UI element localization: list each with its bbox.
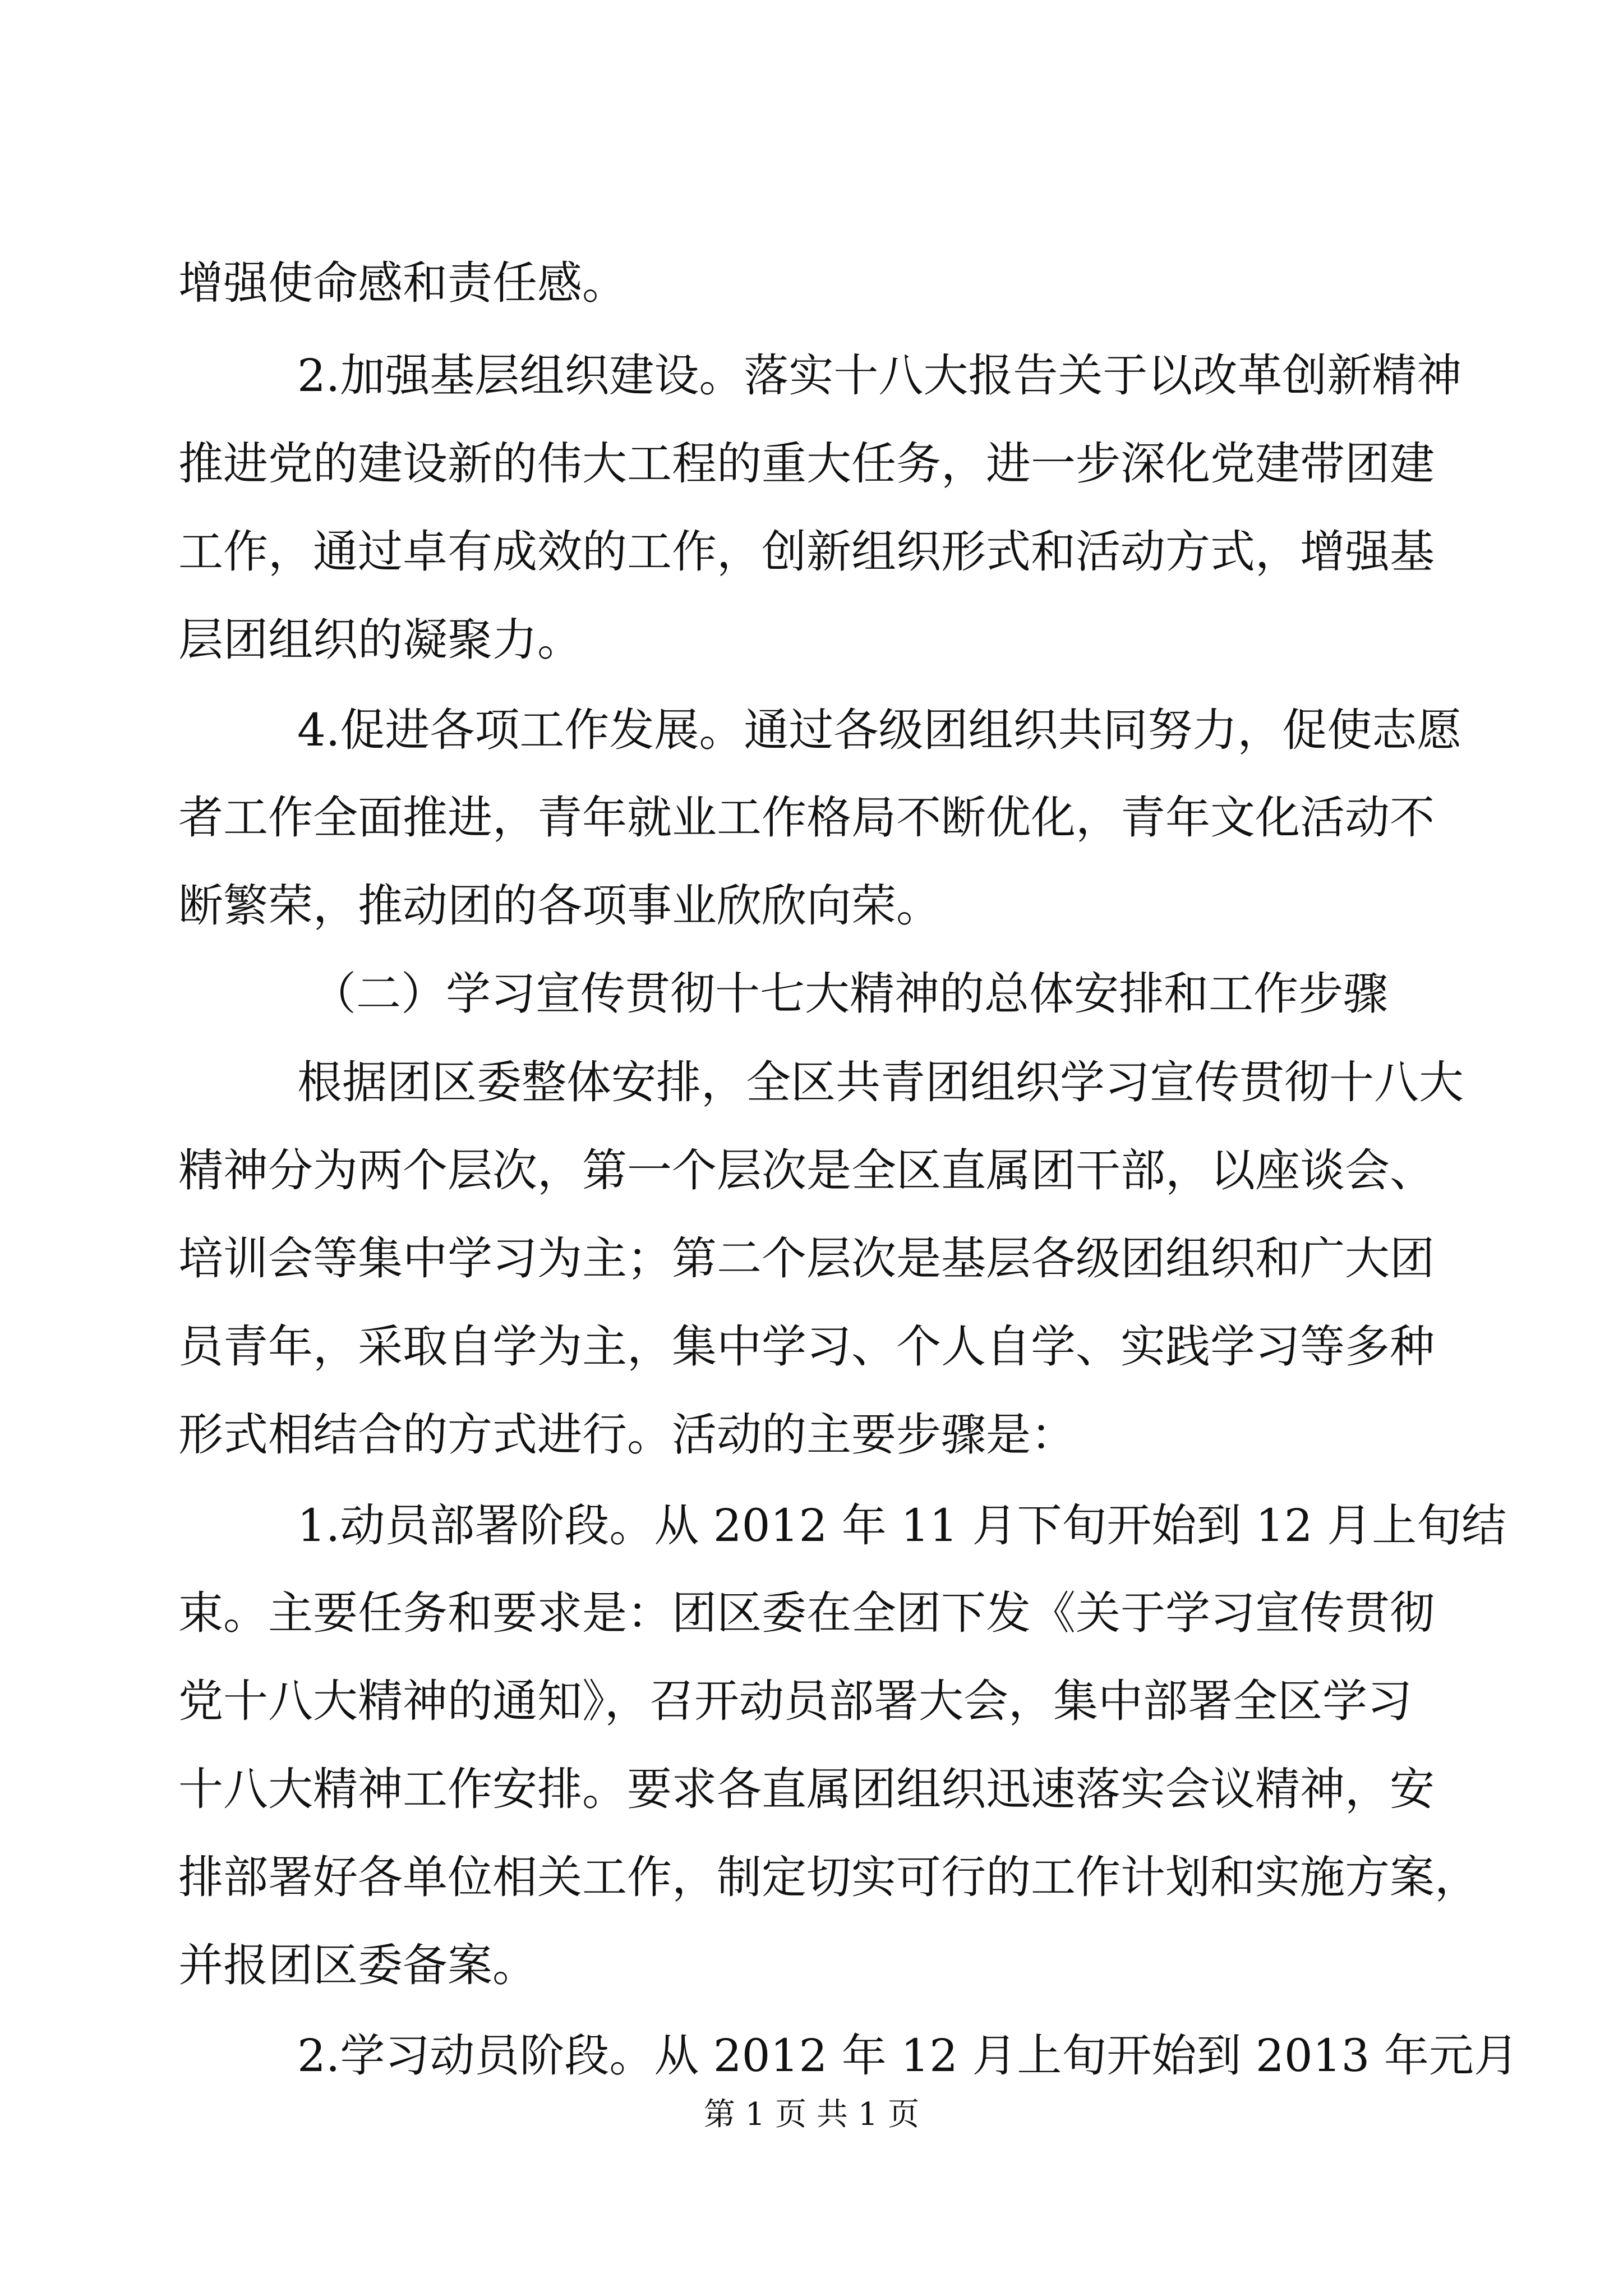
page-footer: 第 1 页 共 1 页 <box>703 2096 920 2133</box>
text-line-3: 推进党的建设新的伟大工程的重大任务，进一步深化党建带团建 <box>178 438 1435 490</box>
text-line-14: 形式相结合的方式进行。活动的主要步骤是： <box>178 1409 1076 1461</box>
text-line-7: 者工作全面推进，青年就业工作格局不断优化，青年文化活动不 <box>178 792 1435 844</box>
text-line-16: 束。主要任务和要求是：团区委在全团下发《关于学习宣传贯彻 <box>178 1587 1435 1639</box>
text-line-17: 党十八大精神的通知》，召开动员部署大会，集中部署全区学习 <box>178 1675 1412 1727</box>
text-line-2: 2.加强基层组织建设。落实十八大报告关于以改革创新精神 <box>297 349 1462 402</box>
text-line-6: 4.促进各项工作发展。通过各级团组织共同努力，促使志愿 <box>297 704 1462 756</box>
text-line-5: 层团组织的凝聚力。 <box>178 614 582 666</box>
text-line-11: 精神分为两个层次，第一个层次是全区直属团干部，以座谈会、 <box>178 1144 1435 1197</box>
text-line-1: 增强使命感和责任感。 <box>178 257 627 309</box>
text-line-15: 1.动员部署阶段。从 2012 年 11 月下旬开始到 12 月上旬结 <box>297 1499 1507 1552</box>
section-heading: （二）学习宣传贯彻十七大精神的总体安排和工作步骤 <box>311 968 1388 1020</box>
text-line-8: 断繁荣，推动团的各项事业欣欣向荣。 <box>178 880 941 932</box>
text-line-10: 根据团区委整体安排，全区共青团组织学习宣传贯彻十八大 <box>297 1056 1464 1108</box>
text-line-21: 2.学习动员阶段。从 2012 年 12 月上旬开始到 2013 年元月 <box>297 2030 1519 2082</box>
text-line-12: 培训会等集中学习为主；第二个层次是基层各级团组织和广大团 <box>178 1232 1435 1285</box>
text-line-18: 十八大精神工作安排。要求各直属团组织迅速落实会议精神，安 <box>178 1763 1435 1815</box>
text-line-19: 排部署好各单位相关工作，制定切实可行的工作计划和实施方案， <box>178 1851 1479 1903</box>
text-line-20: 并报团区委备案。 <box>178 1939 537 1991</box>
text-line-13: 员青年，采取自学为主，集中学习、个人自学、实践学习等多种 <box>178 1320 1435 1373</box>
text-line-4: 工作，通过卓有成效的工作，创新组织形式和活动方式，增强基 <box>178 526 1435 578</box>
